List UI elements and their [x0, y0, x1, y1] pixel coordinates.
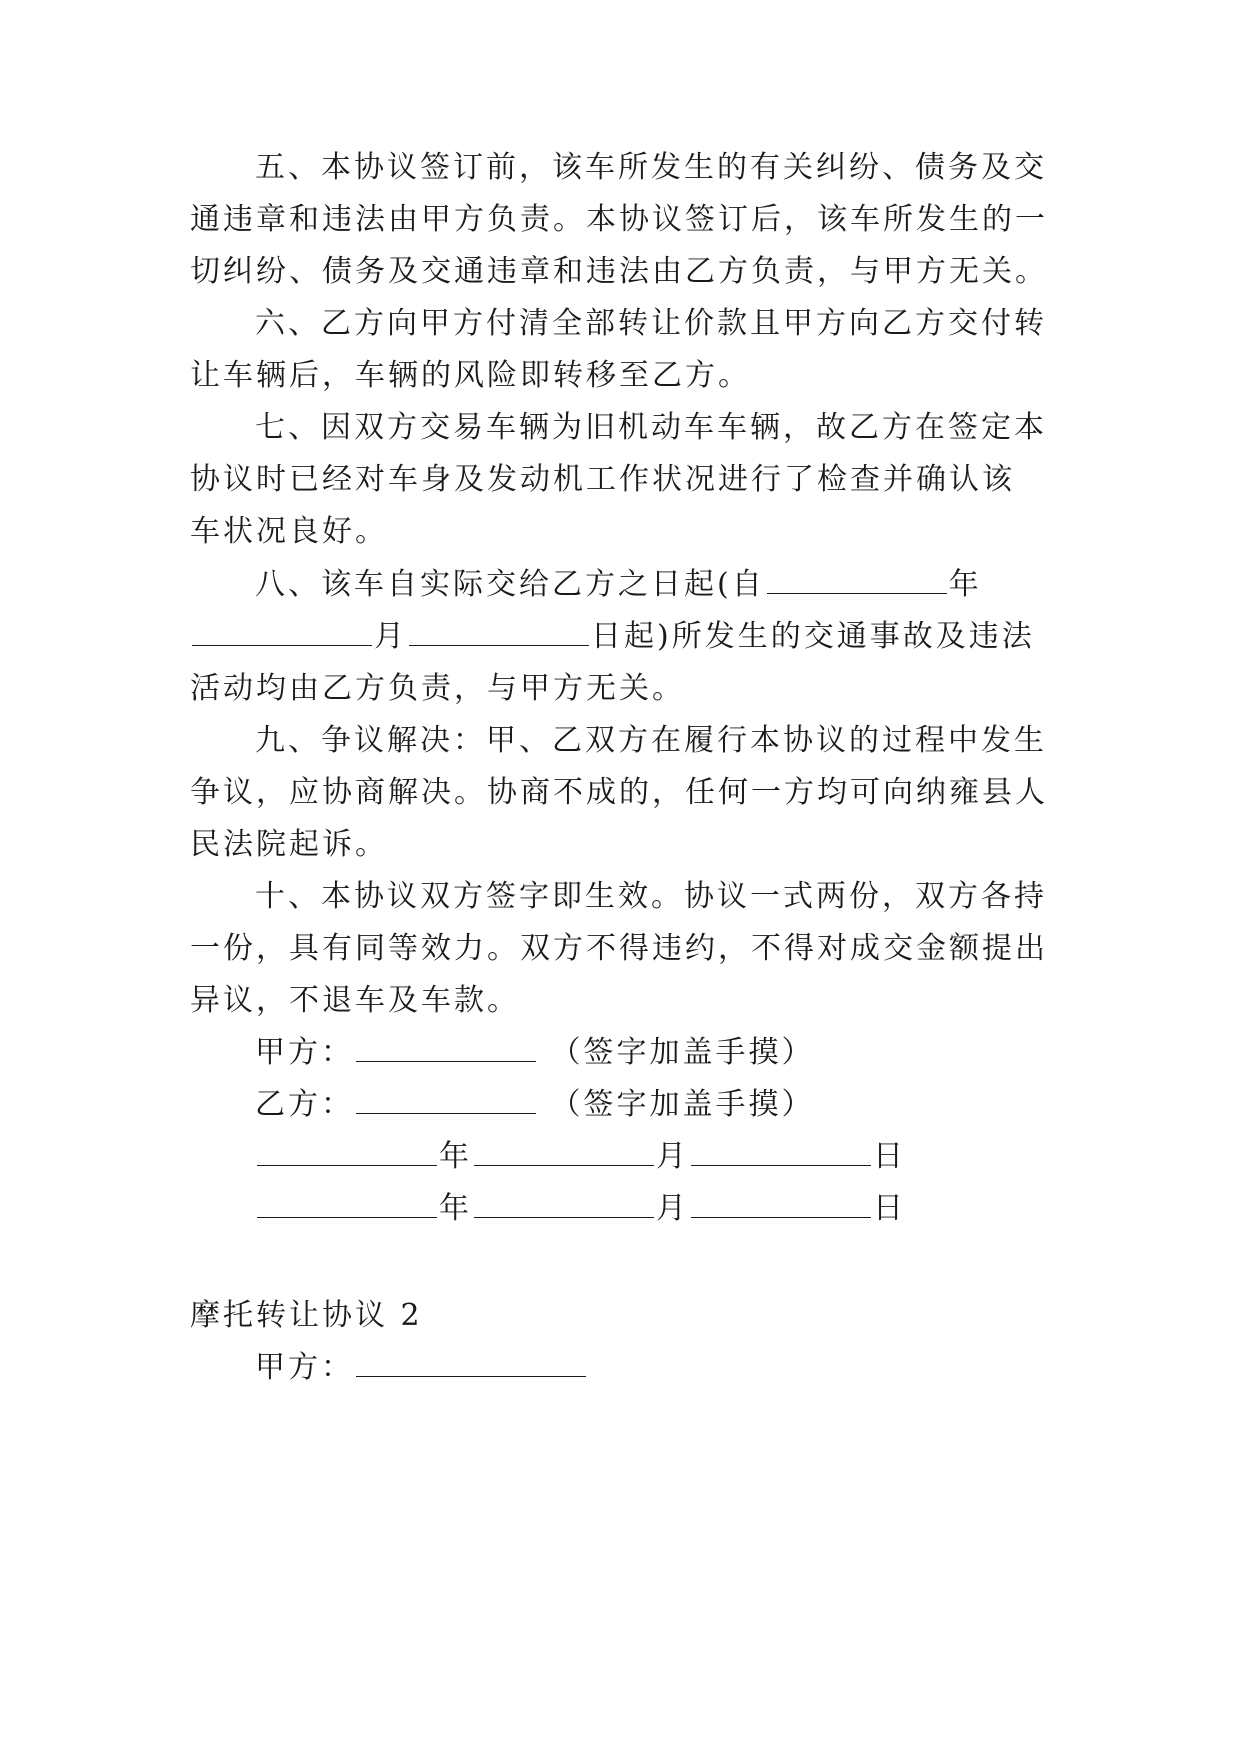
date-2-day-blank[interactable] [691, 1193, 871, 1218]
date-line-2 [255, 1189, 906, 1229]
date-1-year-label: 年 [439, 1139, 472, 1174]
clause-10-line-1: 十、本协议双方签字即生效。协议一式两份，双方各持 [255, 879, 1047, 914]
clause-7-line-1: 七、因双方交易车辆为旧机动车车辆，故乙方在签定本 [255, 410, 1047, 445]
clause-8-line-2 [190, 617, 1035, 657]
year-label: 年 [948, 567, 982, 602]
month-label: 月 [374, 619, 407, 654]
clause-9-line-1: 九、争议解决：甲、乙双方在履行本协议的过程中发生 [255, 723, 1047, 758]
date-2-year-blank[interactable] [257, 1193, 437, 1218]
party-a-label: 甲方： [255, 1035, 354, 1070]
date-1-year-blank[interactable] [257, 1141, 437, 1166]
party-b-signature-blank[interactable] [356, 1089, 536, 1114]
clause-6-line-1: 六、乙方向甲方付清全部转让价款且甲方向乙方交付转 [255, 306, 1047, 341]
start-day-blank[interactable] [409, 621, 589, 646]
clause-8-text-a: 八、该车自实际交给乙方之日起(自 [255, 567, 765, 602]
date-1-day-blank[interactable] [691, 1141, 871, 1166]
party-a-sign-note: （签字加盖手摸） [550, 1035, 815, 1070]
party-b-sign-note: （签字加盖手摸） [550, 1087, 815, 1122]
clause-8-text-b: 日起)所发生的交通事故及违法 [591, 619, 1035, 654]
party-b-label: 乙方： [255, 1087, 354, 1122]
start-month-blank[interactable] [192, 621, 372, 646]
next-doc-party-a-line [255, 1348, 588, 1388]
clause-10-line-3: 异议，不退车及车款。 [190, 983, 520, 1018]
date-1-month-blank[interactable] [474, 1141, 654, 1166]
date-1-day-label: 日 [873, 1139, 906, 1174]
date-1-month-label: 月 [656, 1139, 689, 1174]
next-doc-title: 摩托转让协议 2 [190, 1298, 423, 1333]
date-2-day-label: 日 [873, 1191, 906, 1226]
clause-7-line-3: 车状况良好。 [190, 514, 388, 549]
clause-7-line-2: 协议时已经对车身及发动机工作状况进行了检查并确认该 [190, 462, 1015, 497]
party-a-signature-line [255, 1033, 815, 1073]
party-a-signature-blank[interactable] [356, 1037, 536, 1062]
date-2-month-blank[interactable] [474, 1193, 654, 1218]
clause-5-line-3: 切纠纷、债务及交通违章和违法由乙方负责，与甲方无关。 [190, 254, 1048, 289]
clause-9-line-2: 争议，应协商解决。协商不成的，任何一方均可向纳雍县人 [190, 775, 1048, 810]
start-year-blank[interactable] [767, 569, 947, 594]
clause-5-line-2: 通违章和违法由甲方负责。本协议签订后，该车所发生的一 [190, 202, 1048, 237]
clause-10-line-2: 一份，具有同等效力。双方不得违约，不得对成交金额提出 [190, 931, 1048, 966]
clause-8-line-3: 活动均由乙方负责，与甲方无关。 [190, 671, 685, 706]
clause-9-line-3: 民法院起诉。 [190, 827, 388, 862]
clause-6-line-2: 让车辆后，车辆的风险即转移至乙方。 [190, 358, 751, 393]
next-doc-party-a-blank[interactable] [356, 1352, 586, 1377]
clause-8-line-1 [255, 565, 982, 605]
next-doc-party-a-label: 甲方： [255, 1350, 354, 1385]
date-2-year-label: 年 [439, 1191, 472, 1226]
date-2-month-label: 月 [656, 1191, 689, 1226]
clause-5-line-1: 五、本协议签订前，该车所发生的有关纠纷、债务及交 [255, 150, 1047, 185]
party-b-signature-line [255, 1085, 815, 1125]
date-line-1 [255, 1137, 906, 1177]
